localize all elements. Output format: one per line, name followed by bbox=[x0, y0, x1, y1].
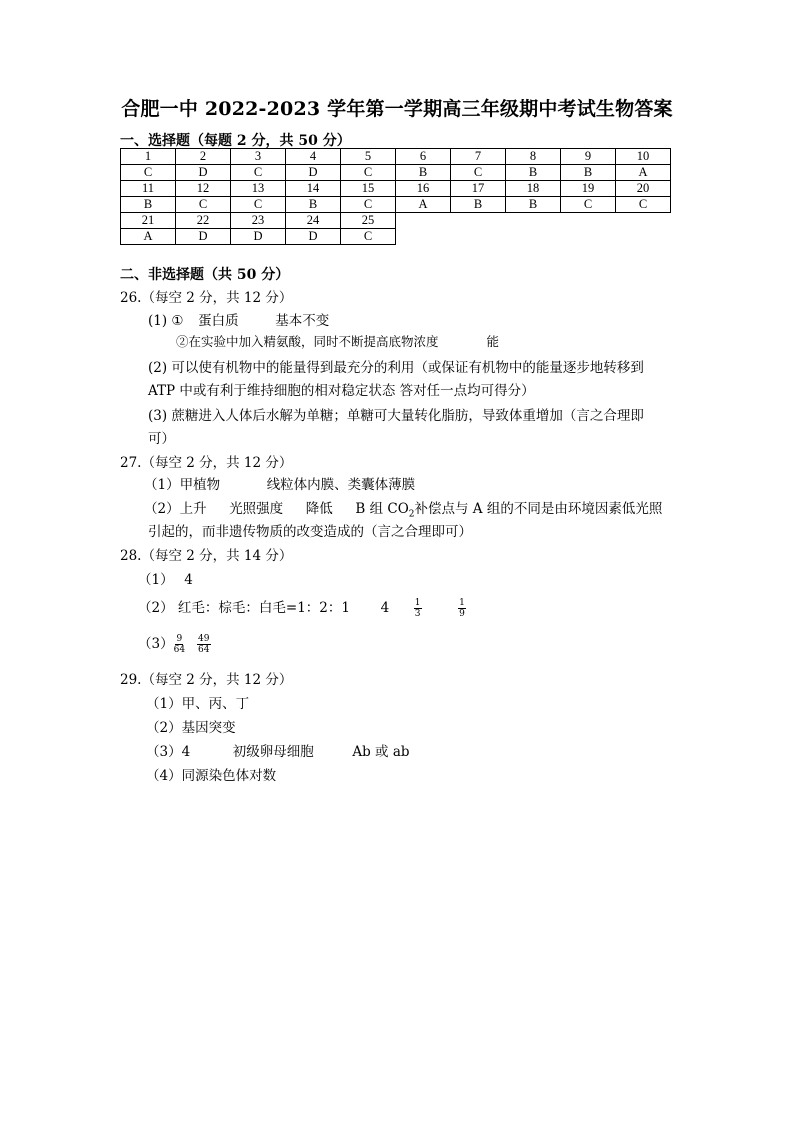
q27-2-answer-b: 光照强度 bbox=[229, 501, 284, 517]
empty-cell bbox=[561, 229, 616, 245]
answer-cell: C bbox=[616, 197, 671, 213]
empty-cell bbox=[561, 213, 616, 229]
question-number-row bbox=[121, 181, 671, 197]
q26-answer-1 bbox=[148, 309, 329, 329]
answer-cell: D bbox=[231, 229, 286, 245]
answer-row bbox=[121, 165, 671, 181]
q29-3-prefix: （3） bbox=[146, 744, 182, 760]
question-number-cell: 15 bbox=[341, 181, 396, 197]
answer-cell: D bbox=[286, 165, 341, 181]
question-number-cell: 10 bbox=[616, 149, 671, 165]
question-number-cell: 25 bbox=[341, 213, 396, 229]
question-number-cell: 23 bbox=[231, 213, 286, 229]
q27-2-prefix: （2） bbox=[144, 501, 180, 517]
question-number-cell: 8 bbox=[506, 149, 561, 165]
q26-2-answer: 能 bbox=[486, 334, 499, 349]
answer-cell: C bbox=[561, 197, 616, 213]
answer-cell: C bbox=[341, 165, 396, 181]
answer-cell: B bbox=[121, 197, 176, 213]
question-number-row bbox=[121, 213, 671, 229]
answer-cell: C bbox=[121, 165, 176, 181]
answer-cell: C bbox=[341, 197, 396, 213]
answer-cell: C bbox=[231, 197, 286, 213]
question-number-cell: 14 bbox=[286, 181, 341, 197]
question-number-cell: 4 bbox=[286, 149, 341, 165]
q26-answer-3-line1: (2) 可以使有机物中的能量得到最充分的利用（或保证有机物中的能量逐步地转移到 bbox=[148, 360, 644, 376]
q28-answer-2 bbox=[138, 596, 474, 619]
question-number-cell: 16 bbox=[396, 181, 451, 197]
question-number-cell: 6 bbox=[396, 149, 451, 165]
q27-1-prefix: （1） bbox=[144, 477, 180, 493]
answer-row bbox=[121, 197, 671, 213]
question-number-cell: 3 bbox=[231, 149, 286, 165]
question-number-cell: 18 bbox=[506, 181, 561, 197]
answer-cell: C bbox=[341, 229, 396, 245]
q26-1-answer-a: 蛋白质 bbox=[198, 313, 239, 329]
q26-1-prefix: (1) ① bbox=[148, 313, 184, 329]
question-number-cell: 7 bbox=[451, 149, 506, 165]
q29-answer-2: （2）基因突变 bbox=[146, 720, 236, 736]
answer-cell: A bbox=[396, 197, 451, 213]
q29-3-answer-b: 初级卵母细胞 bbox=[232, 744, 314, 760]
q28-answer-3 bbox=[138, 632, 219, 655]
section2-heading: 二、非选择题（共 50 分） bbox=[120, 267, 290, 283]
answer-cell: D bbox=[286, 229, 341, 245]
q26-answer-2 bbox=[176, 332, 499, 350]
q26-answer-3-line2: ATP 中或有利于维持细胞的相对稳定状态 答对任一点均可得分） bbox=[148, 383, 535, 399]
answer-table bbox=[120, 148, 671, 245]
page-title: 合肥一中 2022-2023 学年第一学期高三年级期中考试生物答案 bbox=[121, 98, 673, 120]
q28-3-fraction-1: $\frac{9}{64}$ bbox=[173, 634, 186, 655]
section1-heading: 一、选择题（每题 2 分，共 50 分） bbox=[120, 133, 351, 149]
question-number-row bbox=[121, 149, 671, 165]
answer-cell: D bbox=[176, 165, 231, 181]
q27-1-answer-a: 甲植物 bbox=[179, 477, 221, 493]
answer-row bbox=[121, 229, 671, 245]
answer-cell: B bbox=[396, 165, 451, 181]
q29-answer-3 bbox=[146, 740, 410, 760]
empty-cell bbox=[396, 229, 451, 245]
answer-cell: B bbox=[506, 165, 561, 181]
answer-cell: B bbox=[561, 165, 616, 181]
answer-cell: C bbox=[451, 165, 506, 181]
question-number-cell: 2 bbox=[176, 149, 231, 165]
question-number-cell: 20 bbox=[616, 181, 671, 197]
answer-cell: D bbox=[176, 229, 231, 245]
q28-2-answer-b: 4 bbox=[380, 600, 390, 616]
q28-3-prefix: （3） bbox=[138, 636, 174, 652]
q26-2-text: ②在实验中加入精氨酸，同时不断提高底物浓度 bbox=[176, 334, 439, 349]
empty-cell bbox=[616, 229, 671, 245]
q27-2-answer-c: 降低 bbox=[305, 501, 333, 517]
q28-1-answer: 4 bbox=[184, 572, 193, 588]
question-number-cell: 19 bbox=[561, 181, 616, 197]
question-number-cell: 1 bbox=[121, 149, 176, 165]
empty-cell bbox=[506, 213, 561, 229]
q27-2-answer-a: 上升 bbox=[179, 501, 207, 517]
empty-cell bbox=[451, 229, 506, 245]
q27-answer-1 bbox=[144, 473, 415, 493]
question-number-cell: 13 bbox=[231, 181, 286, 197]
empty-cell bbox=[616, 213, 671, 229]
q26-1-answer-b: 基本不变 bbox=[275, 313, 330, 329]
q28-2-fraction-1: $\frac{1}{3}$ bbox=[414, 598, 421, 619]
question-number-cell: 11 bbox=[121, 181, 176, 197]
question-number-cell: 9 bbox=[561, 149, 616, 165]
answer-cell: A bbox=[616, 165, 671, 181]
q26-label: 26.（每空 2 分，共 12 分） bbox=[120, 290, 293, 306]
q28-2-prefix: （2） bbox=[138, 600, 174, 616]
answer-cell: B bbox=[451, 197, 506, 213]
question-number-cell: 22 bbox=[176, 213, 231, 229]
empty-cell bbox=[451, 213, 506, 229]
q28-2-fraction-2: $\frac{1}{9}$ bbox=[459, 598, 465, 619]
q29-3-answer-a: 4 bbox=[181, 744, 191, 760]
q28-label: 28.（每空 2 分，共 14 分） bbox=[120, 548, 293, 564]
answer-cell: A bbox=[121, 229, 176, 245]
answer-cell: C bbox=[176, 197, 231, 213]
question-number-cell: 12 bbox=[176, 181, 231, 197]
q28-3-fraction-2: $\frac{49}{64}$ bbox=[198, 634, 210, 655]
q27-answer-2-line2: 引起的，而非遗传物质的改变造成的（言之合理即可） bbox=[148, 524, 472, 540]
q28-answer-1 bbox=[138, 568, 193, 588]
question-number-cell: 21 bbox=[121, 213, 176, 229]
q28-2-answer-a: 红毛：棕毛：白毛=1：2：1 bbox=[177, 600, 350, 616]
empty-cell bbox=[506, 229, 561, 245]
q27-label: 27.（每空 2 分，共 12 分） bbox=[120, 455, 293, 471]
q29-answer-4: （4）同源染色体对数 bbox=[146, 768, 277, 784]
q27-2-answer-d: B 组 $CO_2$补偿点与 A 组的不同是由环境因素低光照 bbox=[355, 501, 663, 520]
question-number-cell: 17 bbox=[451, 181, 506, 197]
answer-cell: C bbox=[231, 165, 286, 181]
q28-1-prefix: （1） bbox=[138, 572, 174, 588]
answer-cell: B bbox=[286, 197, 341, 213]
empty-cell bbox=[396, 213, 451, 229]
q29-label: 29.（每空 2 分，共 12 分） bbox=[120, 672, 293, 688]
q29-answer-1: （1）甲、丙、丁 bbox=[146, 696, 250, 712]
q29-3-answer-c: Ab 或 ab bbox=[352, 744, 410, 760]
answer-cell: B bbox=[506, 197, 561, 213]
question-number-cell: 24 bbox=[286, 213, 341, 229]
q27-1-answer-b: 线粒体内膜、类囊体薄膜 bbox=[266, 477, 416, 493]
q26-answer-4-line2: 可） bbox=[148, 431, 175, 447]
question-number-cell: 5 bbox=[341, 149, 396, 165]
q27-answer-2 bbox=[144, 497, 662, 520]
q26-answer-4-line1: (3) 蔗糖进入人体后水解为单糖；单糖可大量转化脂肪，导致体重增加（言之合理即 bbox=[148, 408, 644, 424]
